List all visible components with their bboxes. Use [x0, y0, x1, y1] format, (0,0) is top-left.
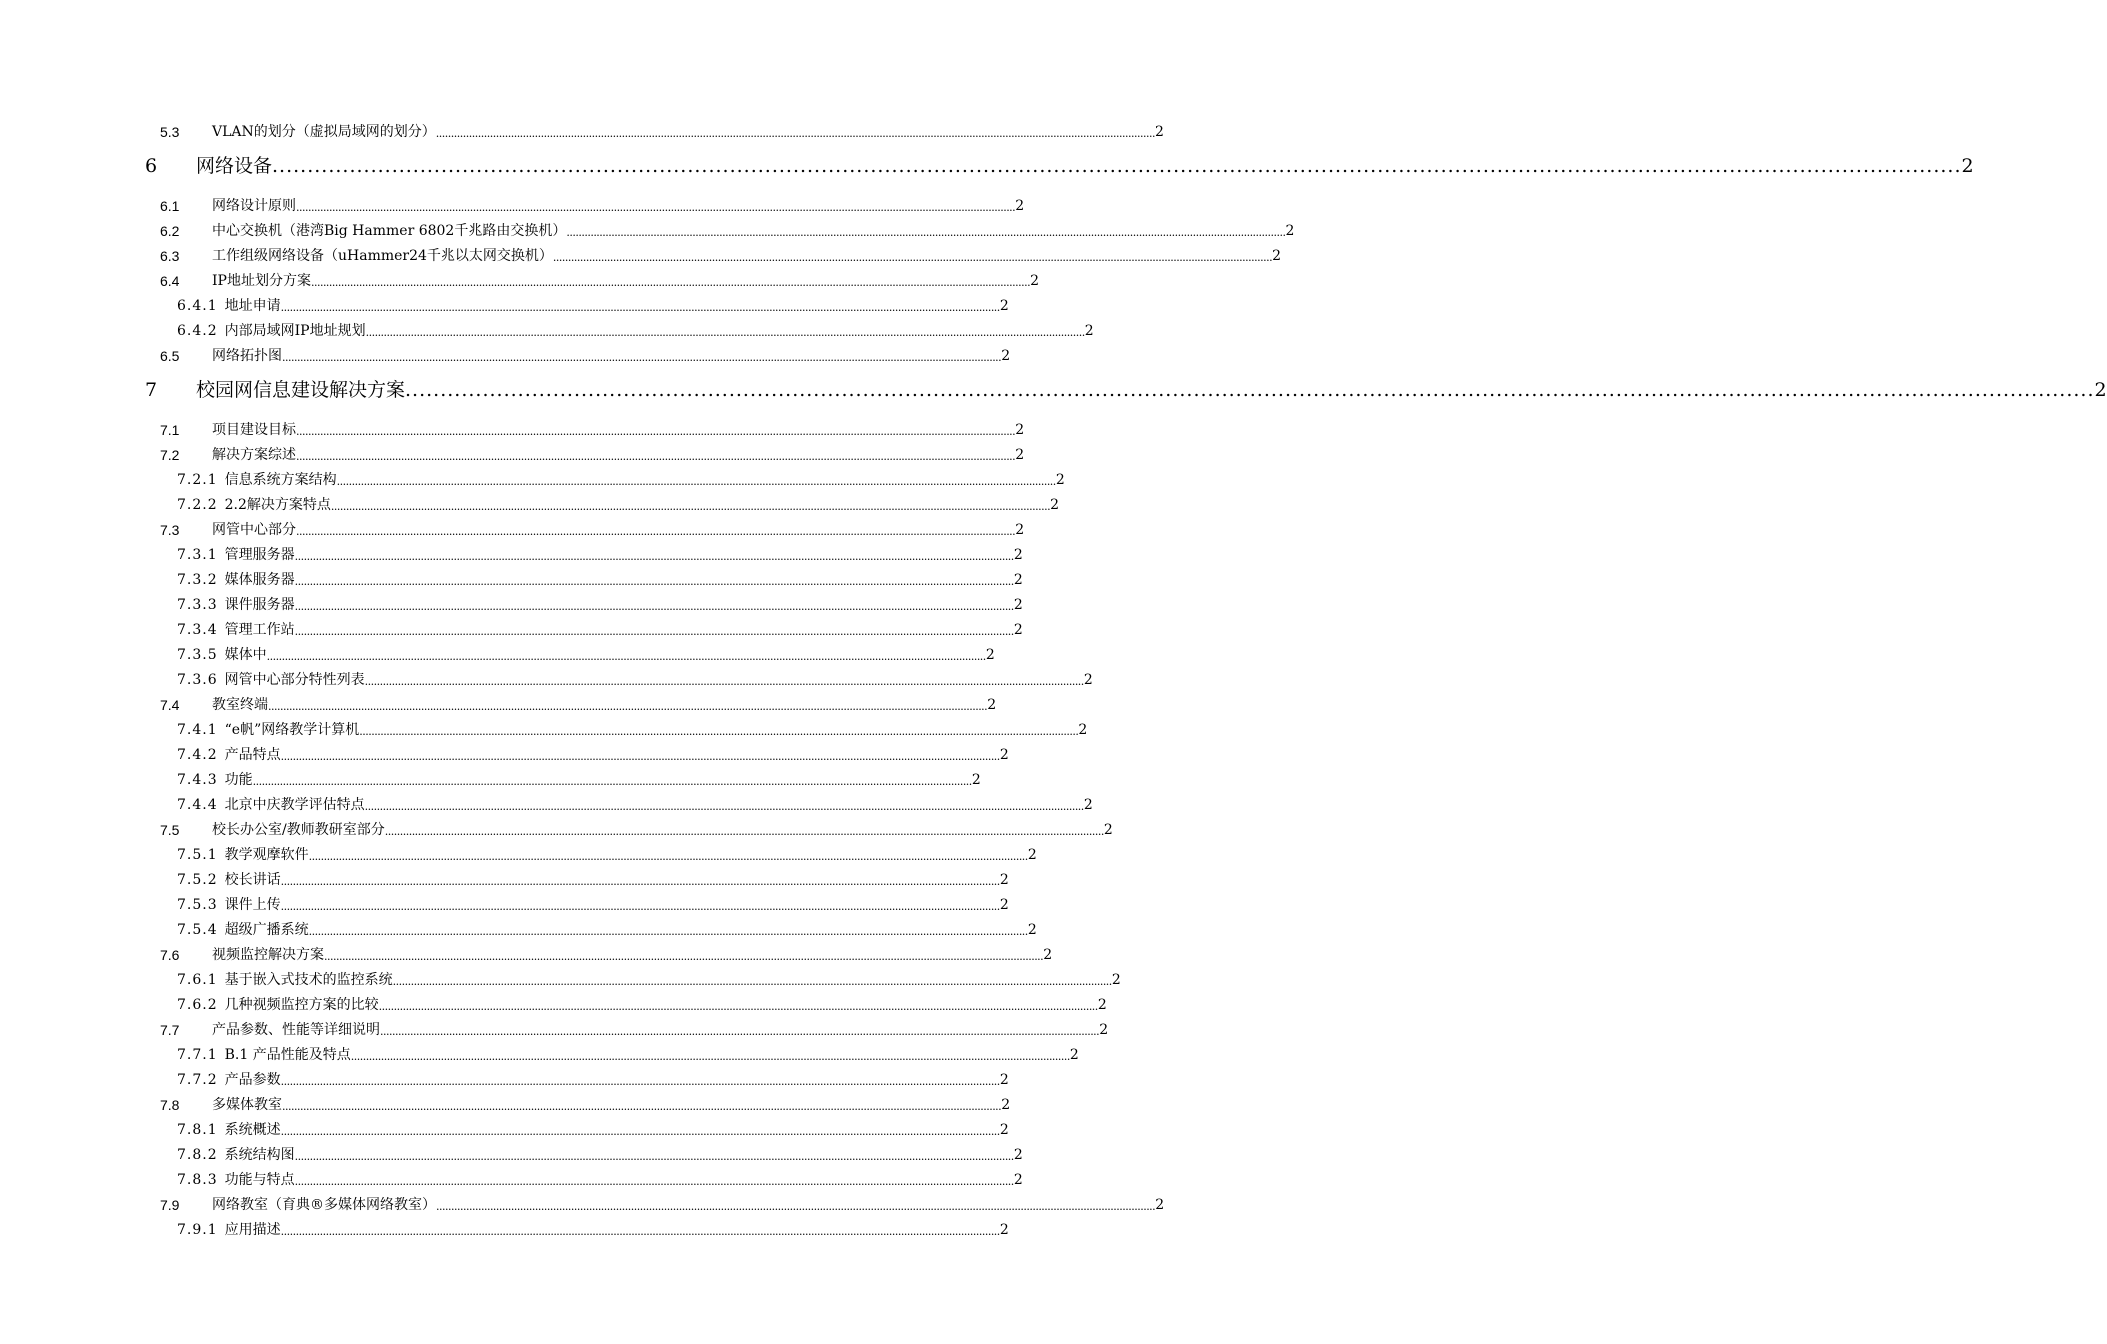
- toc-entry[interactable]: [177, 1172, 1023, 1188]
- toc-dot-leader: ................................................................................................................................................................................................................................................: [324, 950, 1044, 963]
- toc-entry[interactable]: [160, 697, 997, 713]
- toc-entry[interactable]: [177, 897, 1009, 913]
- toc-dot-leader: ................................................................................................................................................................................................................................................: [359, 725, 1079, 738]
- toc-dot-leader: ................................................................................................................................................................................................................................................: [330, 500, 1051, 513]
- toc-dot-leader: ................................................................................................................................................................................................................................................: [280, 875, 1000, 888]
- toc-dot-leader: ................................................................................................................................................................................................................................................: [280, 900, 1000, 913]
- toc-chapter-entry[interactable]: [145, 379, 2107, 401]
- toc-dot-leader: ................................................................................................................................................................................................................................................: [280, 750, 1000, 763]
- toc-entry-number: 7.2.1: [177, 472, 218, 488]
- toc-dot-leader: ................................................................................................................................................................................................................................................: [280, 1075, 1000, 1088]
- toc-entry[interactable]: [160, 422, 1025, 438]
- toc-entry-number: 5.3: [160, 124, 180, 140]
- toc-entry[interactable]: [160, 822, 1113, 838]
- toc-entry-number: 7.4.1: [177, 722, 218, 738]
- toc-dot-leader: ................................................................................................................................................................................................................................................: [294, 625, 1014, 638]
- toc-entry[interactable]: [160, 198, 1025, 214]
- toc-entry-title: 教室终端: [212, 697, 268, 713]
- toc-page-number: 2: [1050, 497, 1059, 513]
- toc-entry-title: 几种视频监控方案的比较: [224, 997, 379, 1013]
- toc-dot-leader: ................................................................................................................................................................................................................................................: [280, 1225, 1000, 1238]
- toc-entry-title: 网络设备: [196, 155, 273, 177]
- toc-entry-number: 7.9.1: [177, 1222, 218, 1238]
- toc-entry-number: 7.5.1: [177, 847, 218, 863]
- toc-page-number: 2: [1001, 1097, 1011, 1113]
- toc-entry[interactable]: [160, 1097, 1011, 1113]
- toc-entry-title: 媒体中: [224, 647, 267, 663]
- toc-dot-leader: ................................................................................................................................................................................................................................................: [552, 251, 1273, 264]
- toc-dot-leader: ................................................................................................................................................................................................................................................: [296, 525, 1016, 538]
- toc-entry[interactable]: [177, 772, 981, 788]
- toc-dot-leader: ................................................................................................................................................................................................................................................: [296, 450, 1016, 463]
- toc-dot-leader: ................................................................................................................................................................................................................................................: [282, 1100, 1002, 1113]
- toc-entry-number: 7.8.2: [177, 1147, 218, 1163]
- toc-entry-number: 7.3.4: [177, 622, 218, 638]
- toc-entry[interactable]: [177, 797, 1093, 813]
- toc-entry[interactable]: [160, 447, 1025, 463]
- toc-entry[interactable]: [160, 348, 1011, 364]
- toc-entry-title: 课件服务器: [224, 597, 295, 613]
- toc-entry-title: 2.2解决方案特点: [224, 497, 331, 513]
- toc-entry-number: 6.4.2: [177, 323, 218, 339]
- toc-entry[interactable]: [177, 547, 1023, 563]
- toc-dot-leader: ................................................................................................................................................................................................................................................: [280, 1125, 1000, 1138]
- toc-dot-leader: ................................................................................................................................................................................................................................................: [294, 575, 1014, 588]
- toc-page-number: 2: [999, 298, 1009, 314]
- toc-entry-title: “e帆”网络教学计算机: [224, 722, 360, 738]
- toc-dot-leader: ................................................................................................................................................................................................................................................: [405, 379, 2095, 401]
- toc-entry[interactable]: [177, 622, 1023, 638]
- toc-entry[interactable]: [177, 1222, 1009, 1238]
- toc-entry[interactable]: [177, 847, 1037, 863]
- toc-entry-title: 产品特点: [224, 747, 281, 763]
- toc-dot-leader: ................................................................................................................................................................................................................................................: [252, 775, 972, 788]
- toc-entry-number: 7.5: [160, 822, 180, 838]
- toc-entry-number: 6.4: [160, 273, 180, 289]
- toc-entry-title: 基于嵌入式技术的监控系统: [224, 972, 393, 988]
- toc-entry-number: 7.9: [160, 1197, 180, 1213]
- toc-entry[interactable]: [177, 1072, 1009, 1088]
- toc-dot-leader: ................................................................................................................................................................................................................................................: [308, 850, 1028, 863]
- toc-entry-title: 校长办公室/教师教研室部分: [212, 822, 385, 838]
- toc-entry[interactable]: [177, 872, 1009, 888]
- toc-page-number: 2: [1013, 597, 1023, 613]
- toc-dot-leader: ................................................................................................................................................................................................................................................: [294, 550, 1014, 563]
- toc-page-number: 2: [1069, 1047, 1079, 1063]
- toc-entry-number: 7.4.3: [177, 772, 218, 788]
- toc-dot-leader: ................................................................................................................................................................................................................................................: [294, 1150, 1014, 1163]
- toc-entry[interactable]: [177, 497, 1059, 513]
- toc-entry-title: 媒体服务器: [224, 572, 295, 588]
- toc-entry-title: 地址申请: [224, 298, 281, 314]
- toc-entry-title: 课件上传: [224, 897, 281, 913]
- toc-dot-leader: ................................................................................................................................................................................................................................................: [308, 925, 1028, 938]
- toc-dot-leader: ................................................................................................................................................................................................................................................: [380, 1025, 1100, 1038]
- toc-dot-leader: ................................................................................................................................................................................................................................................: [310, 276, 1031, 289]
- toc-entry-number: 7.1: [160, 422, 180, 438]
- toc-entry-number: 7.3.1: [177, 547, 218, 563]
- toc-dot-leader: ................................................................................................................................................................................................................................................: [282, 351, 1002, 364]
- toc-entry-number: 7.7.1: [177, 1047, 218, 1063]
- toc-page-number: 2: [1013, 1172, 1023, 1188]
- toc-entry-number: 7.5.4: [177, 922, 218, 938]
- toc-page-number: 2: [1097, 997, 1107, 1013]
- toc-entry-title: 系统概述: [224, 1122, 281, 1138]
- toc-dot-leader: ................................................................................................................................................................................................................................................: [436, 1200, 1156, 1213]
- toc-entry[interactable]: [177, 672, 1093, 688]
- toc-dot-leader: ................................................................................................................................................................................................................................................: [280, 301, 1000, 314]
- toc-page-number: 2: [1155, 1197, 1165, 1213]
- toc-dot-leader: ................................................................................................................................................................................................................................................: [566, 226, 1286, 239]
- toc-page-number: 2: [1272, 248, 1282, 264]
- toc-entry[interactable]: [177, 1122, 1009, 1138]
- toc-entry-number: 6: [145, 155, 158, 177]
- toc-dot-leader: ................................................................................................................................................................................................................................................: [435, 127, 1155, 140]
- toc-page-number: 2: [1015, 447, 1025, 463]
- toc-page-number: 2: [1055, 472, 1065, 488]
- toc-entry-number: 7.6: [160, 947, 180, 963]
- toc-entry-number: 7.7.2: [177, 1072, 218, 1088]
- toc-entry-title: 网管中心部分: [212, 522, 296, 538]
- toc-entry[interactable]: [177, 572, 1023, 588]
- toc-entry-number: 6.5: [160, 348, 180, 364]
- toc-entry-title: 校长讲话: [224, 872, 281, 888]
- toc-entry-number: 7.5.2: [177, 872, 218, 888]
- toc-page-number: 2: [1111, 972, 1121, 988]
- toc-chapter-entry[interactable]: [145, 155, 1974, 177]
- toc-entry-number: 7.4.2: [177, 747, 218, 763]
- toc-entry[interactable]: [177, 298, 1009, 314]
- toc-entry[interactable]: [177, 747, 1009, 763]
- toc-entry-number: 7.8.3: [177, 1172, 218, 1188]
- toc-dot-leader: ................................................................................................................................................................................................................................................: [268, 700, 988, 713]
- toc-entry[interactable]: [160, 124, 1164, 140]
- toc-entry-number: 7.6.2: [177, 997, 218, 1013]
- toc-entry-title: 信息系统方案结构: [224, 472, 337, 488]
- toc-entry-title: 解决方案综述: [212, 447, 296, 463]
- toc-entry-title: 系统结构图: [224, 1147, 295, 1163]
- toc-page-number: 2: [1013, 572, 1023, 588]
- toc-entry-number: 7.5.3: [177, 897, 218, 913]
- toc-entry-number: 7.3.2: [177, 572, 218, 588]
- toc-entry-title: 多媒体教室: [212, 1097, 282, 1113]
- toc-entry-number: 7.2.2: [177, 497, 218, 513]
- toc-page-number: 2: [1013, 547, 1023, 563]
- toc-entry-title: 超级广播系统: [224, 922, 309, 938]
- toc-entry-title: 内部局域网IP地址规划: [224, 323, 366, 339]
- toc-entry-title: 产品参数、性能等详细说明: [212, 1022, 380, 1038]
- toc-entry-title: 产品参数: [224, 1072, 281, 1088]
- toc-page-number: 2: [985, 647, 995, 663]
- toc-entry-title: 网络教室（育典®多媒体网络教室）: [212, 1197, 436, 1213]
- toc-page-number: 2: [999, 747, 1009, 763]
- toc-dot-leader: ................................................................................................................................................................................................................................................: [266, 650, 986, 663]
- toc-entry-number: 7.4.4: [177, 797, 218, 813]
- toc-entry-number: 6.4.1: [177, 298, 218, 314]
- toc-dot-leader: ................................................................................................................................................................................................................................................: [392, 975, 1112, 988]
- toc-page-number: 2: [1285, 223, 1295, 239]
- toc-entry[interactable]: [177, 922, 1037, 938]
- toc-dot-leader: ................................................................................................................................................................................................................................................: [364, 675, 1084, 688]
- toc-page-number: 2: [1027, 847, 1037, 863]
- toc-page-number: 2: [1013, 622, 1023, 638]
- toc-page-number: 2: [1154, 124, 1164, 140]
- toc-page-number: 2: [1083, 672, 1093, 688]
- toc-page-number: 2: [1961, 155, 1974, 177]
- toc-entry-number: 6.2: [160, 223, 180, 239]
- toc-entry-title: VLAN的划分（虚拟局域网的划分）: [212, 124, 436, 140]
- toc-entry[interactable]: [177, 972, 1121, 988]
- toc-page-number: 2: [1001, 348, 1011, 364]
- toc-page-number: 2: [1099, 1022, 1109, 1038]
- toc-entry-title: 网管中心部分特性列表: [224, 672, 365, 688]
- toc-entry[interactable]: [177, 472, 1065, 488]
- toc-dot-leader: ................................................................................................................................................................................................................................................: [294, 600, 1014, 613]
- toc-dot-leader: ................................................................................................................................................................................................................................................: [378, 1000, 1098, 1013]
- toc-page-number: 2: [1103, 822, 1113, 838]
- toc-entry-number: 7.3: [160, 522, 180, 538]
- toc-page-number: 2: [1027, 922, 1037, 938]
- toc-entry-number: 7.8: [160, 1097, 180, 1113]
- toc-entry-number: 7.4: [160, 697, 180, 713]
- toc-dot-leader: ................................................................................................................................................................................................................................................: [296, 201, 1016, 214]
- toc-entry-title: 中心交换机（港湾Big Hammer 6802千兆路由交换机）: [212, 223, 567, 239]
- toc-page-number: 2: [1043, 947, 1053, 963]
- toc-entry-title: 项目建设目标: [212, 422, 296, 438]
- toc-entry-number: 7: [145, 379, 158, 401]
- toc-page-number: 2: [999, 1222, 1009, 1238]
- toc-entry-title: 功能: [224, 772, 253, 788]
- toc-entry-number: 7.3.3: [177, 597, 218, 613]
- toc-entry[interactable]: [177, 997, 1107, 1013]
- toc-entry-number: 7.7: [160, 1022, 180, 1038]
- toc-dot-leader: ................................................................................................................................................................................................................................................: [365, 326, 1085, 339]
- toc-entry-title: 校园网信息建设解决方案: [196, 379, 406, 401]
- toc-entry-title: 网络设计原则: [212, 198, 296, 214]
- toc-page-number: 2: [1015, 198, 1025, 214]
- toc-page-number: 2: [1083, 797, 1093, 813]
- toc-entry-title: 功能与特点: [224, 1172, 295, 1188]
- toc-dot-leader: ................................................................................................................................................................................................................................................: [294, 1175, 1014, 1188]
- toc-entry-number: 7.8.1: [177, 1122, 218, 1138]
- toc-entry-title: IP地址划分方案: [212, 273, 311, 289]
- toc-entry[interactable]: [177, 1147, 1023, 1163]
- toc-page-number: 2: [999, 1122, 1009, 1138]
- toc-entry-title: 视频监控解决方案: [212, 947, 324, 963]
- toc-entry-title: 工作组级网络设备（uHammer24千兆以太网交换机）: [212, 248, 553, 264]
- toc-page-number: 2: [987, 697, 997, 713]
- toc-entry-number: 7.3.6: [177, 672, 218, 688]
- toc-entry-title: 北京中庆教学评估特点: [224, 797, 365, 813]
- toc-page-number: 2: [2094, 379, 2107, 401]
- toc-entry-title: 应用描述: [224, 1222, 281, 1238]
- toc-page-number: 2: [999, 897, 1009, 913]
- toc-entry[interactable]: [160, 1022, 1109, 1038]
- toc-entry[interactable]: [160, 223, 1295, 239]
- toc-dot-leader: ................................................................................................................................................................................................................................................: [336, 475, 1056, 488]
- toc-entry[interactable]: [160, 522, 1025, 538]
- toc-entry-title: 管理服务器: [224, 547, 295, 563]
- toc-entry[interactable]: [160, 248, 1282, 264]
- toc-entry[interactable]: [177, 1047, 1079, 1063]
- toc-page-number: 2: [1084, 323, 1094, 339]
- toc-entry-number: 7.3.5: [177, 647, 218, 663]
- toc-page-number: 2: [1015, 422, 1025, 438]
- toc-page-number: 2: [999, 1072, 1009, 1088]
- toc-entry-number: 7.6.1: [177, 972, 218, 988]
- toc-dot-leader: ................................................................................................................................................................................................................................................: [272, 155, 1962, 177]
- toc-page-number: 2: [999, 872, 1009, 888]
- toc-entry[interactable]: [160, 273, 1040, 289]
- toc-entry[interactable]: [160, 947, 1053, 963]
- toc-dot-leader: ................................................................................................................................................................................................................................................: [350, 1050, 1070, 1063]
- toc-entry-title: B.1 产品性能及特点: [224, 1047, 351, 1063]
- toc-entry-number: 7.2: [160, 447, 180, 463]
- toc-page-number: 2: [971, 772, 981, 788]
- toc-entry[interactable]: [177, 597, 1023, 613]
- toc-entry-title: 管理工作站: [224, 622, 295, 638]
- toc-dot-leader: ................................................................................................................................................................................................................................................: [364, 800, 1084, 813]
- toc-entry-title: 教学观摩软件: [224, 847, 309, 863]
- toc-page-number: 2: [1013, 1147, 1023, 1163]
- toc-entry-number: 6.1: [160, 198, 180, 214]
- toc-entry[interactable]: [177, 722, 1088, 738]
- toc-dot-leader: ................................................................................................................................................................................................................................................: [384, 825, 1104, 838]
- toc-entry[interactable]: [177, 647, 995, 663]
- toc-entry-number: 6.3: [160, 248, 180, 264]
- toc-page-number: 2: [1078, 722, 1088, 738]
- toc-entry[interactable]: [177, 323, 1094, 339]
- toc-page-number: 2: [1030, 273, 1040, 289]
- toc-dot-leader: ................................................................................................................................................................................................................................................: [296, 425, 1016, 438]
- toc-entry[interactable]: [160, 1197, 1165, 1213]
- toc-page-number: 2: [1015, 522, 1025, 538]
- toc-entry-title: 网络拓扑图: [212, 348, 282, 364]
